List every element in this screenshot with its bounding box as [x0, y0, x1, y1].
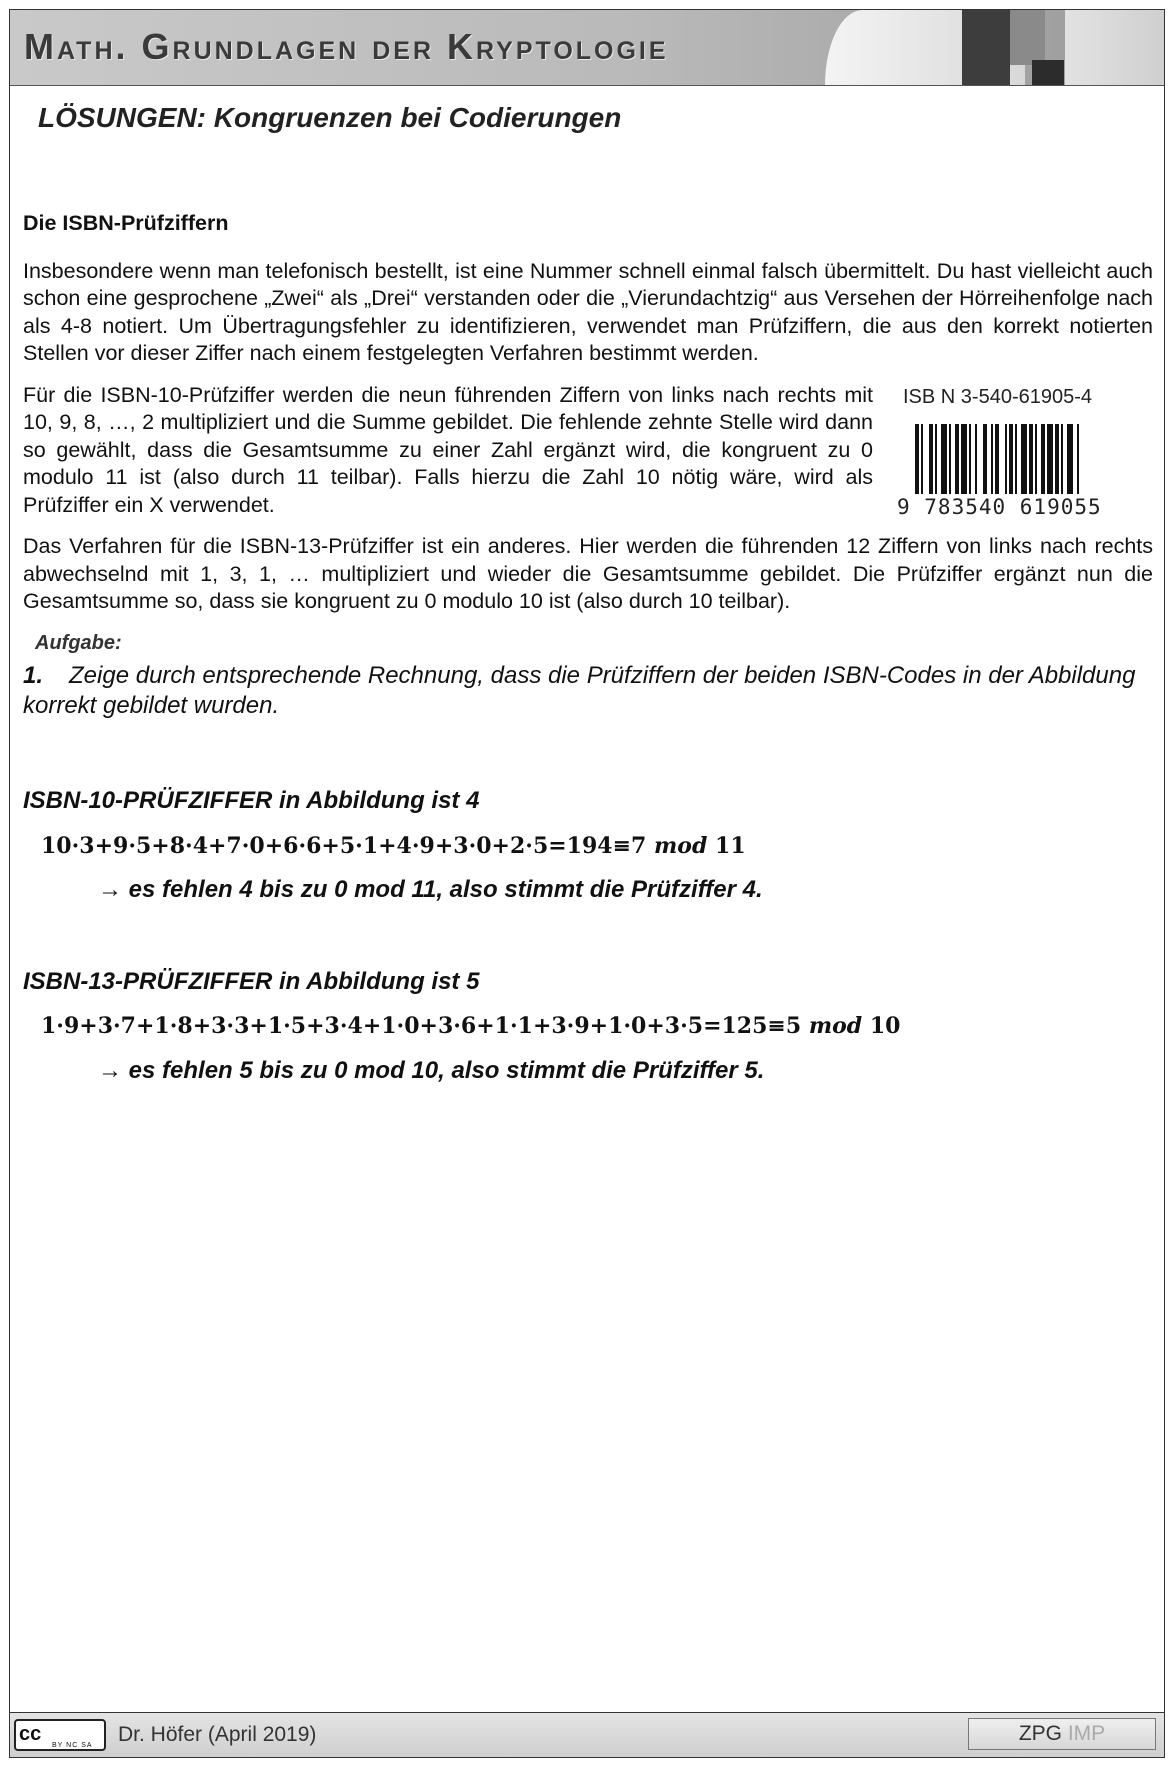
- task-number: 1.: [23, 662, 44, 689]
- barcode-bar: [961, 424, 967, 494]
- barcode-bar: [1055, 424, 1059, 494]
- formula-mod: mod: [654, 832, 708, 859]
- solution-isbn13-heading: ISBN-13-PRÜFZIFFER in Abbildung ist 5: [23, 967, 480, 995]
- task-text-block: [23, 661, 1153, 721]
- header-decoration: [1032, 60, 1064, 85]
- header-decoration: [962, 10, 1010, 85]
- barcode-bar: [1009, 424, 1013, 494]
- task-text: Zeige durch entsprechende Rechnung, dass die Prüfziffern der beiden ISBN-Codes in der Abbildung korrekt gebildet wurden.: [23, 662, 1136, 719]
- header-title: Math. Grundlagen der Kryptologie: [24, 26, 669, 67]
- solution-isbn10-heading: ISBN-10-PRÜFZIFFER in Abbildung ist 4: [23, 787, 480, 814]
- barcode-bar: [1067, 424, 1073, 494]
- section-title: Die ISBN-Prüfziffern: [23, 211, 229, 235]
- cc-license-text: BY NC SA: [52, 1742, 93, 1749]
- barcode-bar: [995, 424, 999, 494]
- paragraph-isbn10: Für die ISBN-10-Prüfziffer werden die neun führenden Ziffern von links nach rechts mit 10, 9, 8, …, 2 multipliziert und die Summe gebildet. Die fehlende zehnte Stelle wird dann so gewählt, dass die Gesamtsumme zu einer Zahl ergänzt wird, die kongruent zu 0 modulo 11 ist (also durch 11 teilbar). Falls hierzu die Zahl 10 nötig wäre, wird als Prüfziffer ein X verwendet.: [23, 382, 873, 517]
- creative-commons-icon: [14, 1719, 106, 1751]
- paragraph-intro: Insbesondere wenn man telefonisch bestellt, ist eine Nummer schnell einmal falsch übermittelt. Du hast vielleicht auch schon eine gesprochene „Zwei“ als „Drei“ verstanden oder die „Vierundachtzig“ aus Versehen der Hörreihenfolge nach als 4-8 notiert. Um Übertragungsfehler zu identifizieren, verwendet man Prüfziffern, die aus den korrekt notierten Stellen vor dieser Ziffer nach einem festgelegten Verfahren bestimmt werden.: [23, 258, 1153, 365]
- worksheet-page: [9, 9, 1165, 1758]
- imp-text: IMP: [1067, 1722, 1106, 1745]
- header-decoration: [1010, 10, 1045, 65]
- barcode-bar: [1041, 424, 1045, 494]
- barcode-bar: [1005, 424, 1007, 494]
- barcode-bar: [1021, 424, 1027, 494]
- barcode-bar: [1061, 424, 1063, 494]
- solution-isbn13-conclusion: → es fehlen 5 bis zu 0 mod 10, also stimmt die Prüfziffer 5.: [98, 1056, 765, 1084]
- zpg-text: ZPG: [1018, 1722, 1062, 1745]
- solution-isbn10-conclusion: → es fehlen 4 bis zu 0 mod 11, also stimmt die Prüfziffer 4.: [98, 876, 763, 903]
- page-subtitle: LÖSUNGEN: Kongruenzen bei Codierungen: [38, 102, 622, 133]
- formula-text: 1·9+3·7+1·8+3·3+1·5+3·4+1·0+3·6+1·1+3·9+1·0+3·5=125≡5: [41, 1013, 809, 1039]
- formula-mod: mod: [808, 1013, 863, 1039]
- barcode-bar: [1047, 424, 1053, 494]
- barcode-bar: [929, 424, 933, 494]
- solution-isbn10-formula: [41, 833, 1153, 861]
- page-footer: [10, 1712, 1164, 1757]
- barcode-bar: [1015, 424, 1017, 494]
- barcode-graphic: [913, 424, 1123, 496]
- formula-text: 10·3+9·5+8·4+7·0+6·6+5·1+4·9+3·0+2·5=194≡7: [41, 832, 655, 859]
- barcode-bar: [935, 424, 937, 494]
- formula-modulus: 11: [707, 832, 746, 859]
- barcode-bar: [949, 424, 951, 494]
- header-decoration: [1065, 10, 1164, 85]
- author-credit: Dr. Höfer (April 2019): [118, 1723, 317, 1746]
- zpg-imp-logo: [968, 1718, 1156, 1750]
- barcode-bar: [915, 424, 919, 494]
- main-content: [23, 210, 1153, 1084]
- cc-logo-text: cc: [19, 1723, 42, 1745]
- barcode-bar: [1077, 424, 1079, 494]
- barcode-bar: [969, 424, 971, 494]
- page-header: [10, 10, 1164, 86]
- isbn-label: ISB N 3-540-61905-4: [903, 385, 1093, 408]
- barcode-bar: [941, 424, 947, 494]
- barcode-bar: [955, 424, 959, 494]
- barcode-bar: [991, 424, 993, 494]
- barcode-bar: [1035, 424, 1037, 494]
- paragraph-isbn13: Das Verfahren für die ISBN-13-Prüfziffer ist ein anderes. Hier werden die führenden 12 Ziffern von links nach rechts abwechselnd mit 1, 3, 1, … multipliziert und wieder die Gesamtsumme gebildet. Die Prüfziffer ergänzt nun die Gesamtsumme so, dass sie kongruent zu 0 modulo 10 ist (also durch 10 teilbar).: [23, 534, 1153, 613]
- barcode-bar: [975, 424, 977, 494]
- barcode-bar: [921, 424, 923, 494]
- formula-modulus: 10: [862, 1013, 901, 1039]
- barcode-bar: [1029, 424, 1033, 494]
- isbn-barcode-figure: [891, 384, 1141, 529]
- task-label: Aufgabe:: [35, 631, 122, 654]
- solution-isbn13-formula: [41, 1013, 1153, 1041]
- barcode-digits: 9 783540 619055: [897, 494, 1102, 519]
- barcode-bar: [983, 424, 987, 494]
